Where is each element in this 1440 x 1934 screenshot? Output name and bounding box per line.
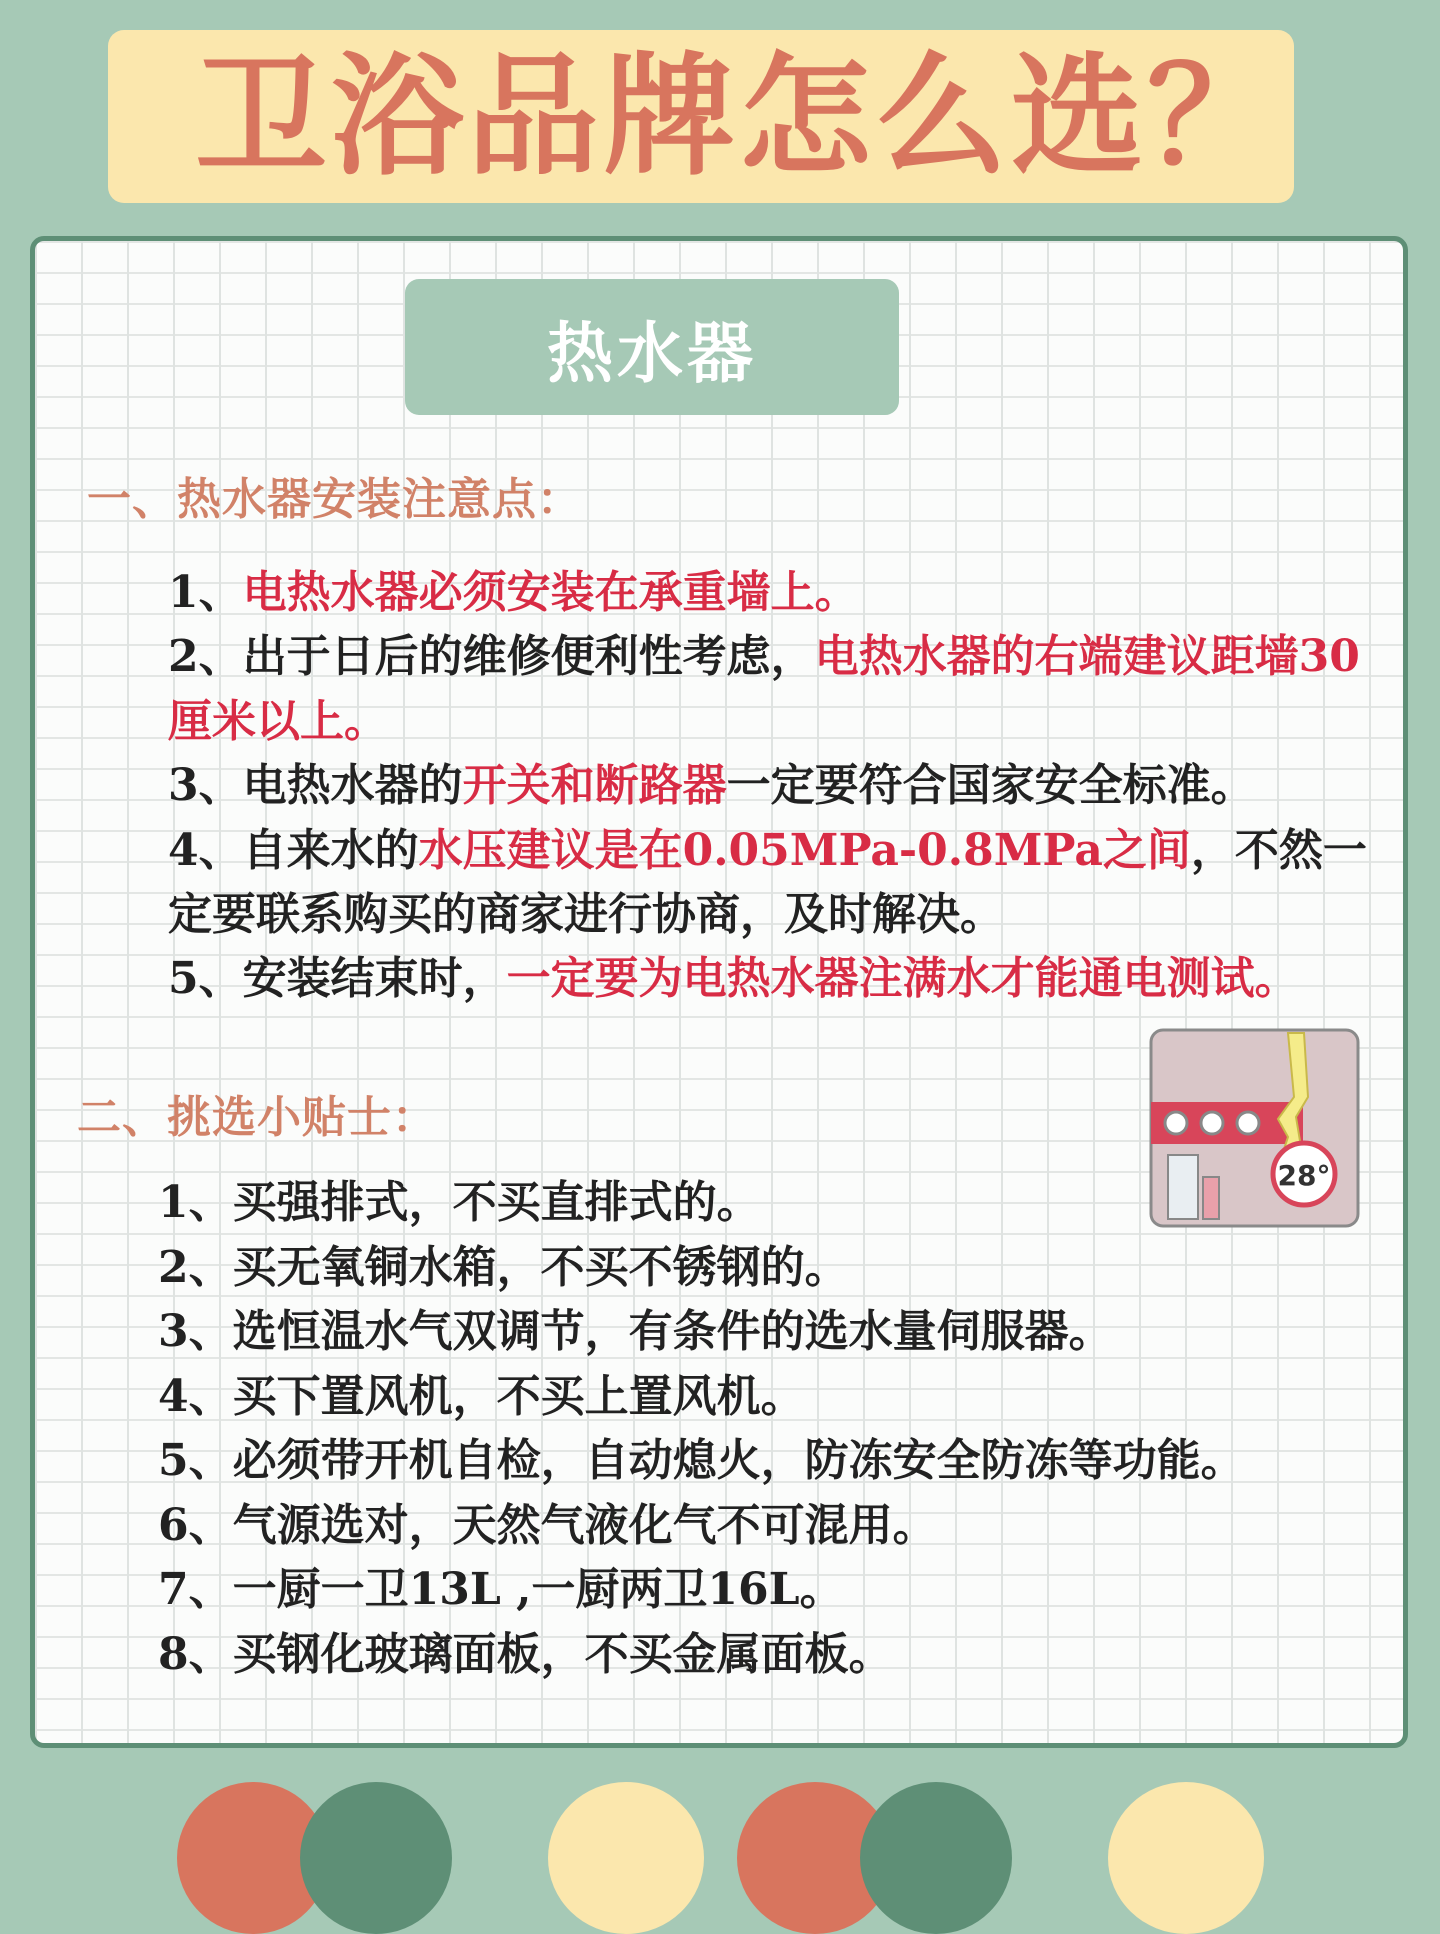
tip-item: 8、买钢化玻璃面板，不买金属面板。: [158, 1628, 893, 1680]
tip-item: 5、必须带开机自检，自动熄火，防冻安全防冻等功能。: [158, 1435, 1245, 1486]
section-badge: [405, 279, 899, 415]
dot-green-2: [860, 1782, 1012, 1934]
heater-display: 28°: [1277, 1159, 1331, 1192]
decorative-dots: [0, 1760, 1440, 1920]
install-item: 1、电热水器必须安装在承重墙上。: [168, 567, 859, 618]
tip-item: 6、气源选对，天然气液化气不可混用。: [158, 1499, 937, 1551]
dot-yellow-2: [1108, 1782, 1264, 1934]
install-item: 5、安装结束时，一定要为电热水器注满水才能通电测试。: [168, 953, 1299, 1005]
install-heading: 一、热水器安装注意点：: [87, 474, 582, 525]
install-item: 2、出于日后的维修便利性考虑，电热水器的右端建议距墙30厘米以上。: [168, 631, 1360, 747]
tip-item: 1、买强排式，不买直排式的。: [158, 1177, 761, 1228]
tip-item: 2、买无氧铜水箱，不买不锈钢的。: [158, 1241, 849, 1293]
tip-item: 7、一厨一卫13L ,一厨两卫16L。: [158, 1564, 844, 1615]
tips-heading: 二、挑选小贴士：: [77, 1092, 437, 1143]
install-item: 3、电热水器的开关和断路器一定要符合国家安全标准。: [168, 760, 1255, 812]
page-title: 卫浴品牌怎么选？: [195, 39, 1283, 194]
water-heater-icon: [1148, 1027, 1361, 1229]
tips-list: [158, 1171, 1398, 1687]
section-badge-label: 热水器: [547, 314, 757, 392]
tip-item: 3、选恒温水气双调节，有条件的选水量伺服器。: [158, 1306, 1113, 1357]
dot-green-1: [300, 1782, 452, 1934]
dot-yellow-1: [548, 1782, 704, 1934]
install-list: [168, 561, 1398, 1012]
content-card: [30, 236, 1408, 1748]
tip-item: 4、买下置风机，不买上置风机。: [158, 1370, 805, 1422]
install-item: 4、自来水的水压建议是在0.05MPa-0.8MPa之间，不然一定要联系购买的商家进行协商，及时解决。: [168, 824, 1367, 941]
